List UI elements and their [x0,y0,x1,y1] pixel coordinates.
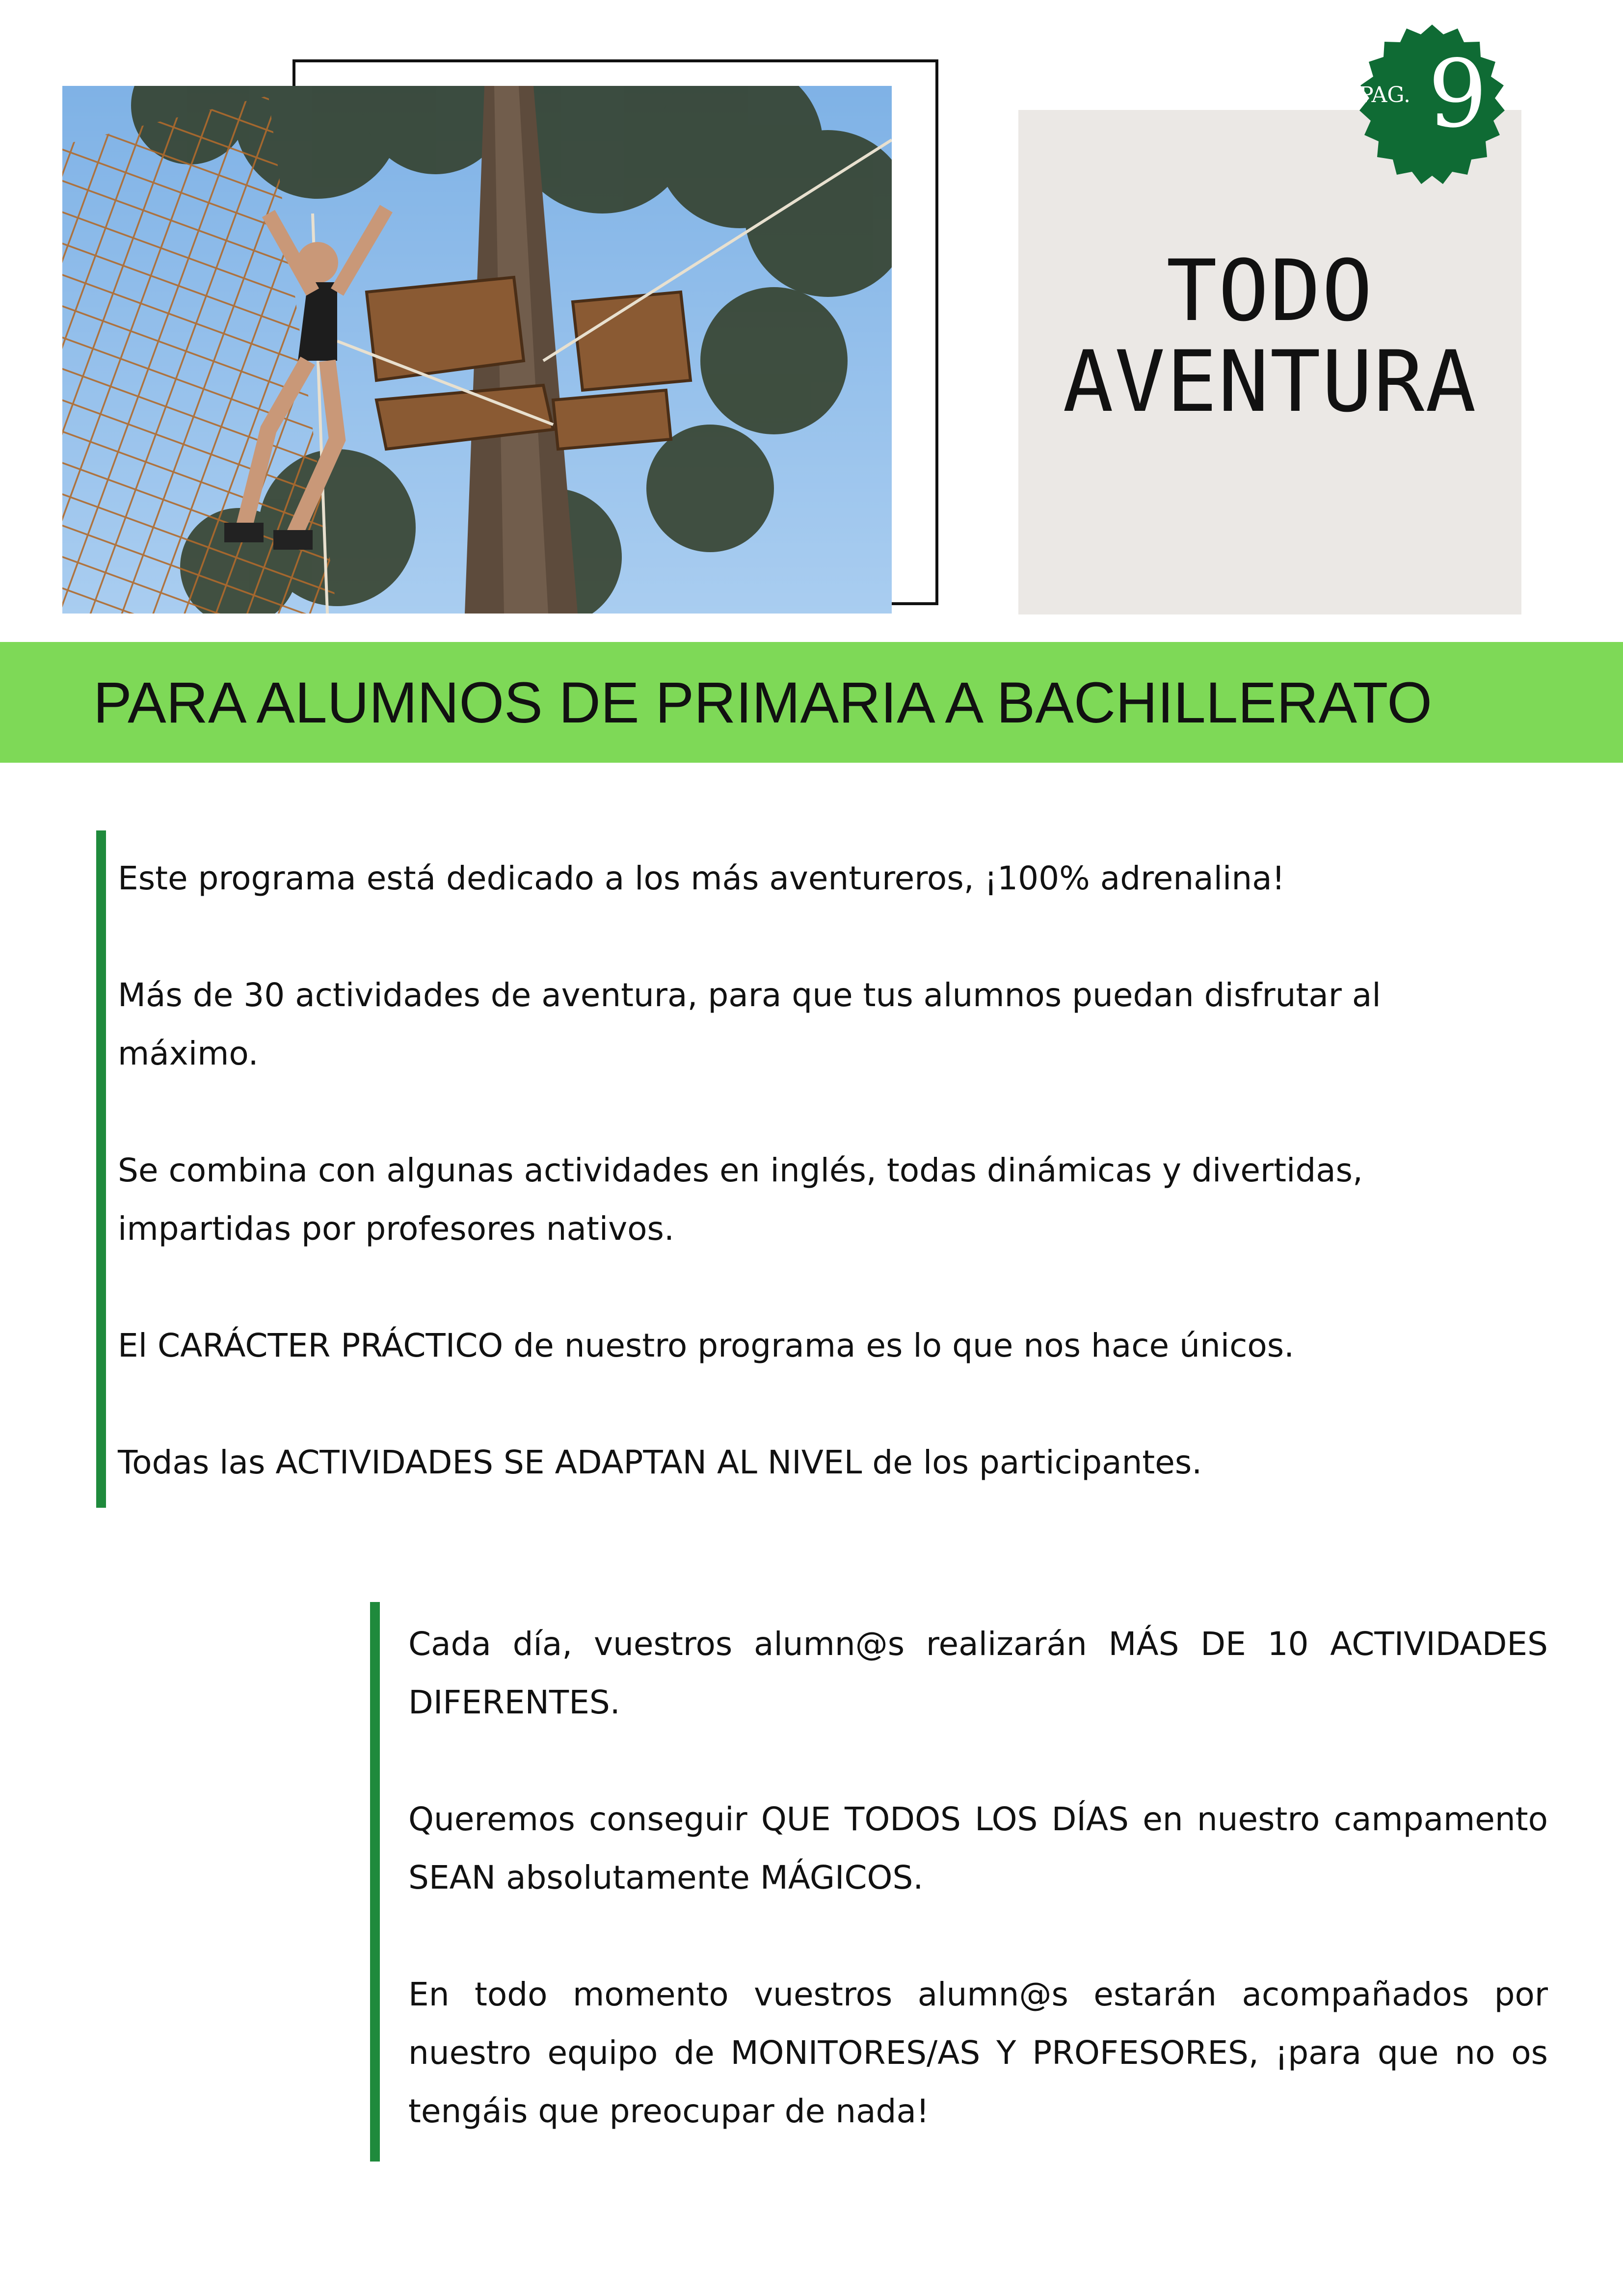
section2-accent-bar [370,1602,380,2162]
section2-paragraph: Cada día, vuestros alumn@s realizarán MÁS DE 10 ACTIVIDADES DIFERENTES. [408,1625,1548,1721]
section2-text [408,1615,1548,2199]
section1-paragraph: Más de 30 actividades de aventura, para que tus alumnos puedan disfrutar al máximo. [118,976,1381,1072]
page-label: PAG. [1359,82,1410,107]
audience-banner-text: PARA ALUMNOS DE PRIMARIA A BACHILLERATO [93,670,1433,735]
page-number: 9 [1428,40,1488,148]
section1-paragraph: Se combina con algunas actividades en inglés, todas dinámicas y divertidas, impartidas por profesores nativos. [118,1151,1363,1248]
title-line-1: TODO [1166,241,1374,340]
section1-paragraph: Este programa está dedicado a los más aventureros, ¡100% adrenalina! [118,859,1285,897]
section1-text [118,849,1521,1550]
section2-paragraph: En todo momento vuestros alumn@s estarán acompañados por nuestro equipo de MONITORES/AS Y PROFESORES, ¡para que no os tengáis que preocupar de nada! [408,1976,1548,2130]
tree-ropes-course-photo [62,86,892,614]
section1-paragraph: Todas las ACTIVIDADES SE ADAPTAN AL NIVEL de los participantes. [118,1443,1202,1481]
page-title [1018,241,1521,431]
section2-paragraph: Queremos conseguir QUE TODOS LOS DÍAS en nuestro campamento SEAN absolutamente MÁGICOS. [408,1800,1548,1896]
title-line-2: AVENTURA [1063,332,1477,431]
section1-accent-bar [96,830,106,1508]
section1-paragraph: El CARÁCTER PRÁCTICO de nuestro programa es lo que nos hace únicos. [118,1327,1295,1364]
